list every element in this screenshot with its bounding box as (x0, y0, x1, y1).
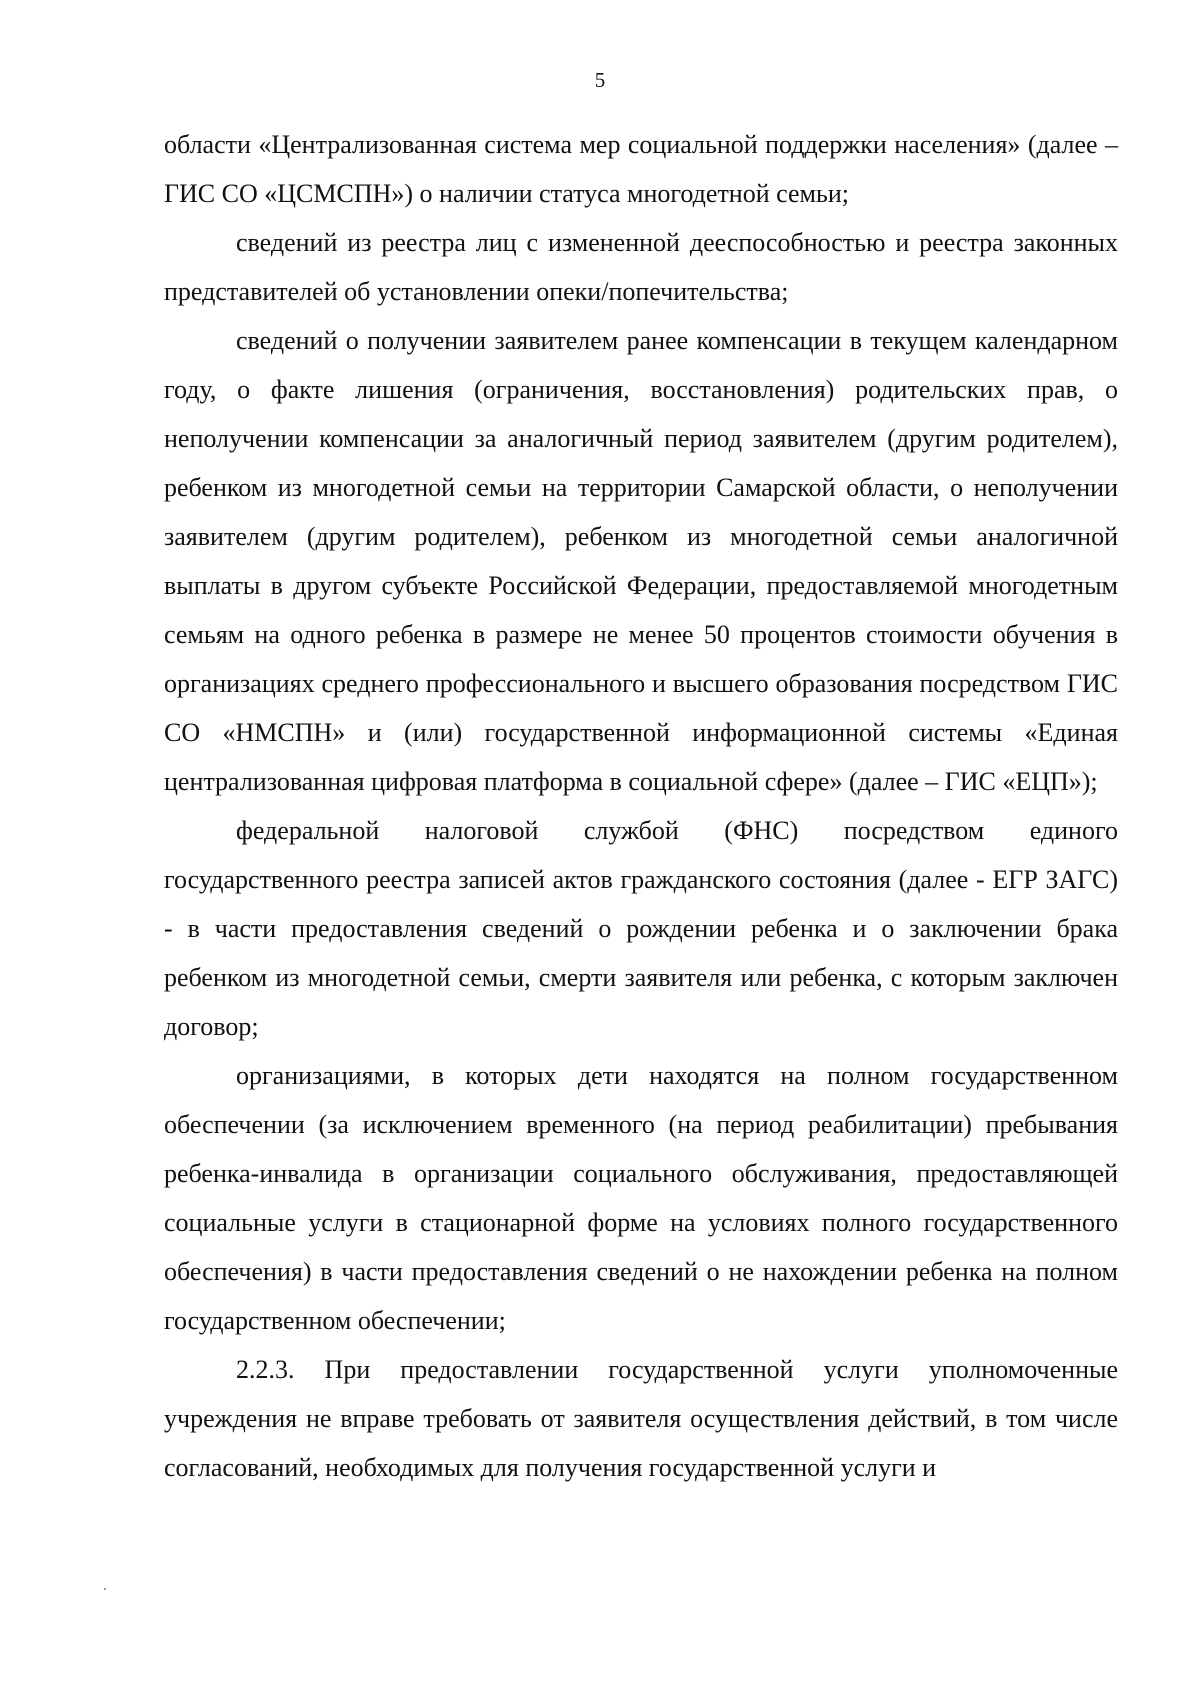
paragraph-compensation-info: сведений о получении заявителем ранее компенсации в текущем календарном году, о факте лишения (ограничения, восстановления) родительских прав, о неполучении компенсации за аналогичный период заявителем (другим родителем), ребенком из многодетной семьи на территории Самарской области, о неполучении заявителем (другим родителем), ребенком из многодетной семьи аналогичной выплаты в другом субъекте Российской Федерации, предоставляемой многодетным семьям на одного ребенка в размере не менее 50 процентов стоимости обучения в организациях среднего профессионального и высшего образования посредством ГИС СО «НМСПН» и (или) государственной информационной системы «Единая централизованная цифровая платформа в социальной сфере» (далее – ГИС «ЕЦП»); (164, 326, 1118, 796)
page-number: 5 (594, 68, 606, 92)
document-body (164, 120, 1118, 1492)
paragraph-clause-2-2-3: 2.2.3. При предоставлении государственной услуги уполномоченные учреждения не вправе требовать от заявителя осуществления действий, в том числе согласований, необходимых для получения государственной услуги и (164, 1355, 1118, 1482)
paragraph-state-care-organizations: организациями, в которых дети находятся на полном государственном обеспечении (за исключением временного (на период реабилитации) пребывания ребенка-инвалида в организации социального обслуживания, предоставляющей социальные услуги в стационарной форме на условиях полного государственного обеспечения) в части предоставления сведений о не нахождении ребенка на полном государственном обеспечении; (164, 1061, 1118, 1335)
scan-speck (104, 1588, 106, 1590)
paragraph-continuation: области «Централизованная система мер социальной поддержки населения» (далее – ГИС СО «ЦСМСПН») о наличии статуса многодетной семьи; (164, 130, 1118, 208)
paragraph-incapacity-registry: сведений из реестра лиц с измененной дееспособностью и реестра законных представителей об установлении опеки/попечительства; (164, 228, 1118, 306)
paragraph-tax-service: федеральной налоговой службой (ФНС) посредством единого государственного реестра записей актов гражданского состояния (далее - ЕГР ЗАГС) - в части предоставления сведений о рождении ребенка и о заключении брака ребенком из многодетной семьи, смерти заявителя или ребенка, с которым заключен договор; (164, 816, 1118, 1041)
